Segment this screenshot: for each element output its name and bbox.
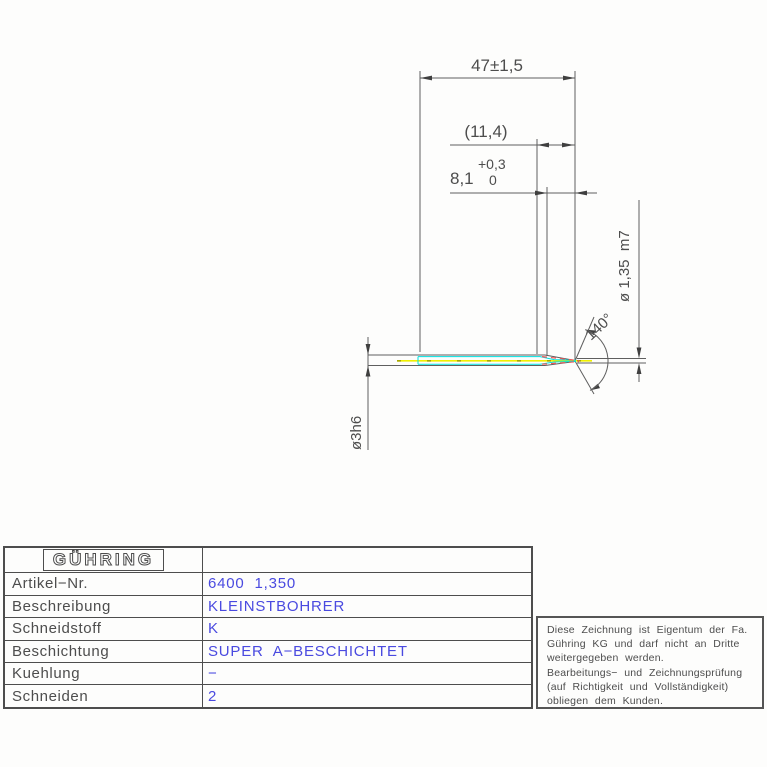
row-label-schneidstoff: Schneidstoff	[12, 620, 102, 638]
titleblock-table	[3, 546, 533, 709]
row-label-beschreibung: Beschreibung	[12, 597, 111, 615]
row-label-schneiden: Schneiden	[12, 687, 89, 705]
logo-cell	[5, 548, 202, 572]
row-value-artikel-nr: 6400 1,350	[202, 573, 531, 594]
dim-point-angle: 140°	[582, 310, 617, 344]
row-value-schneiden: 2	[202, 685, 531, 706]
table-row	[5, 662, 531, 684]
row-label-artikel-nr: Artikel−Nr.	[12, 575, 89, 593]
disclaimer-line: (auf Richtigkeit und Vollständigkeit)	[547, 680, 729, 693]
table-row	[5, 640, 531, 662]
dim-tip-diameter: ø 1,35 m7	[616, 230, 633, 302]
logo-row-spacer	[202, 548, 531, 572]
table-row	[5, 617, 531, 639]
dim-step-tolerance-upper: +0,3	[478, 156, 506, 172]
disclaimer-line: Diese Zeichnung ist Eigentum der Fa.	[547, 624, 748, 636]
table-row	[5, 684, 531, 706]
dimension-lines	[420, 78, 597, 193]
row-value-schneidstoff: K	[202, 618, 531, 639]
dim-shank-diameter: ø3h6	[348, 415, 365, 450]
row-value-beschreibung: KLEINSTBOHRER	[202, 596, 531, 617]
table-row	[5, 595, 531, 617]
table-row	[5, 572, 531, 594]
disclaimer-line: Bearbeitungs− und Zeichnungsprüfung	[547, 666, 743, 679]
row-label-beschichtung: Beschichtung	[12, 642, 110, 660]
row-value-beschichtung: SUPER A−BESCHICHTET	[202, 641, 531, 662]
dim-step-length: 8,1	[450, 169, 474, 188]
dim-overall-length: 47±1,5	[471, 56, 523, 75]
dim-flute-length: (11,4)	[464, 122, 508, 141]
disclaimer-line: Gühring KG und darf nicht an Dritte	[547, 638, 740, 651]
row-label-kuehlung: Kuehlung	[12, 665, 81, 683]
disclaimer-line: obliegen dem Kunden.	[547, 695, 664, 708]
drill-outline	[368, 317, 608, 394]
guehring-logo: GÜHRING	[43, 549, 164, 571]
dim-step-tolerance-lower: 0	[489, 172, 497, 188]
row-value-kuehlung: −	[202, 663, 531, 684]
table-row-logo	[5, 548, 531, 572]
disclaimer-line: weitergegeben werden.	[547, 652, 664, 665]
disclaimer-note	[536, 616, 764, 709]
